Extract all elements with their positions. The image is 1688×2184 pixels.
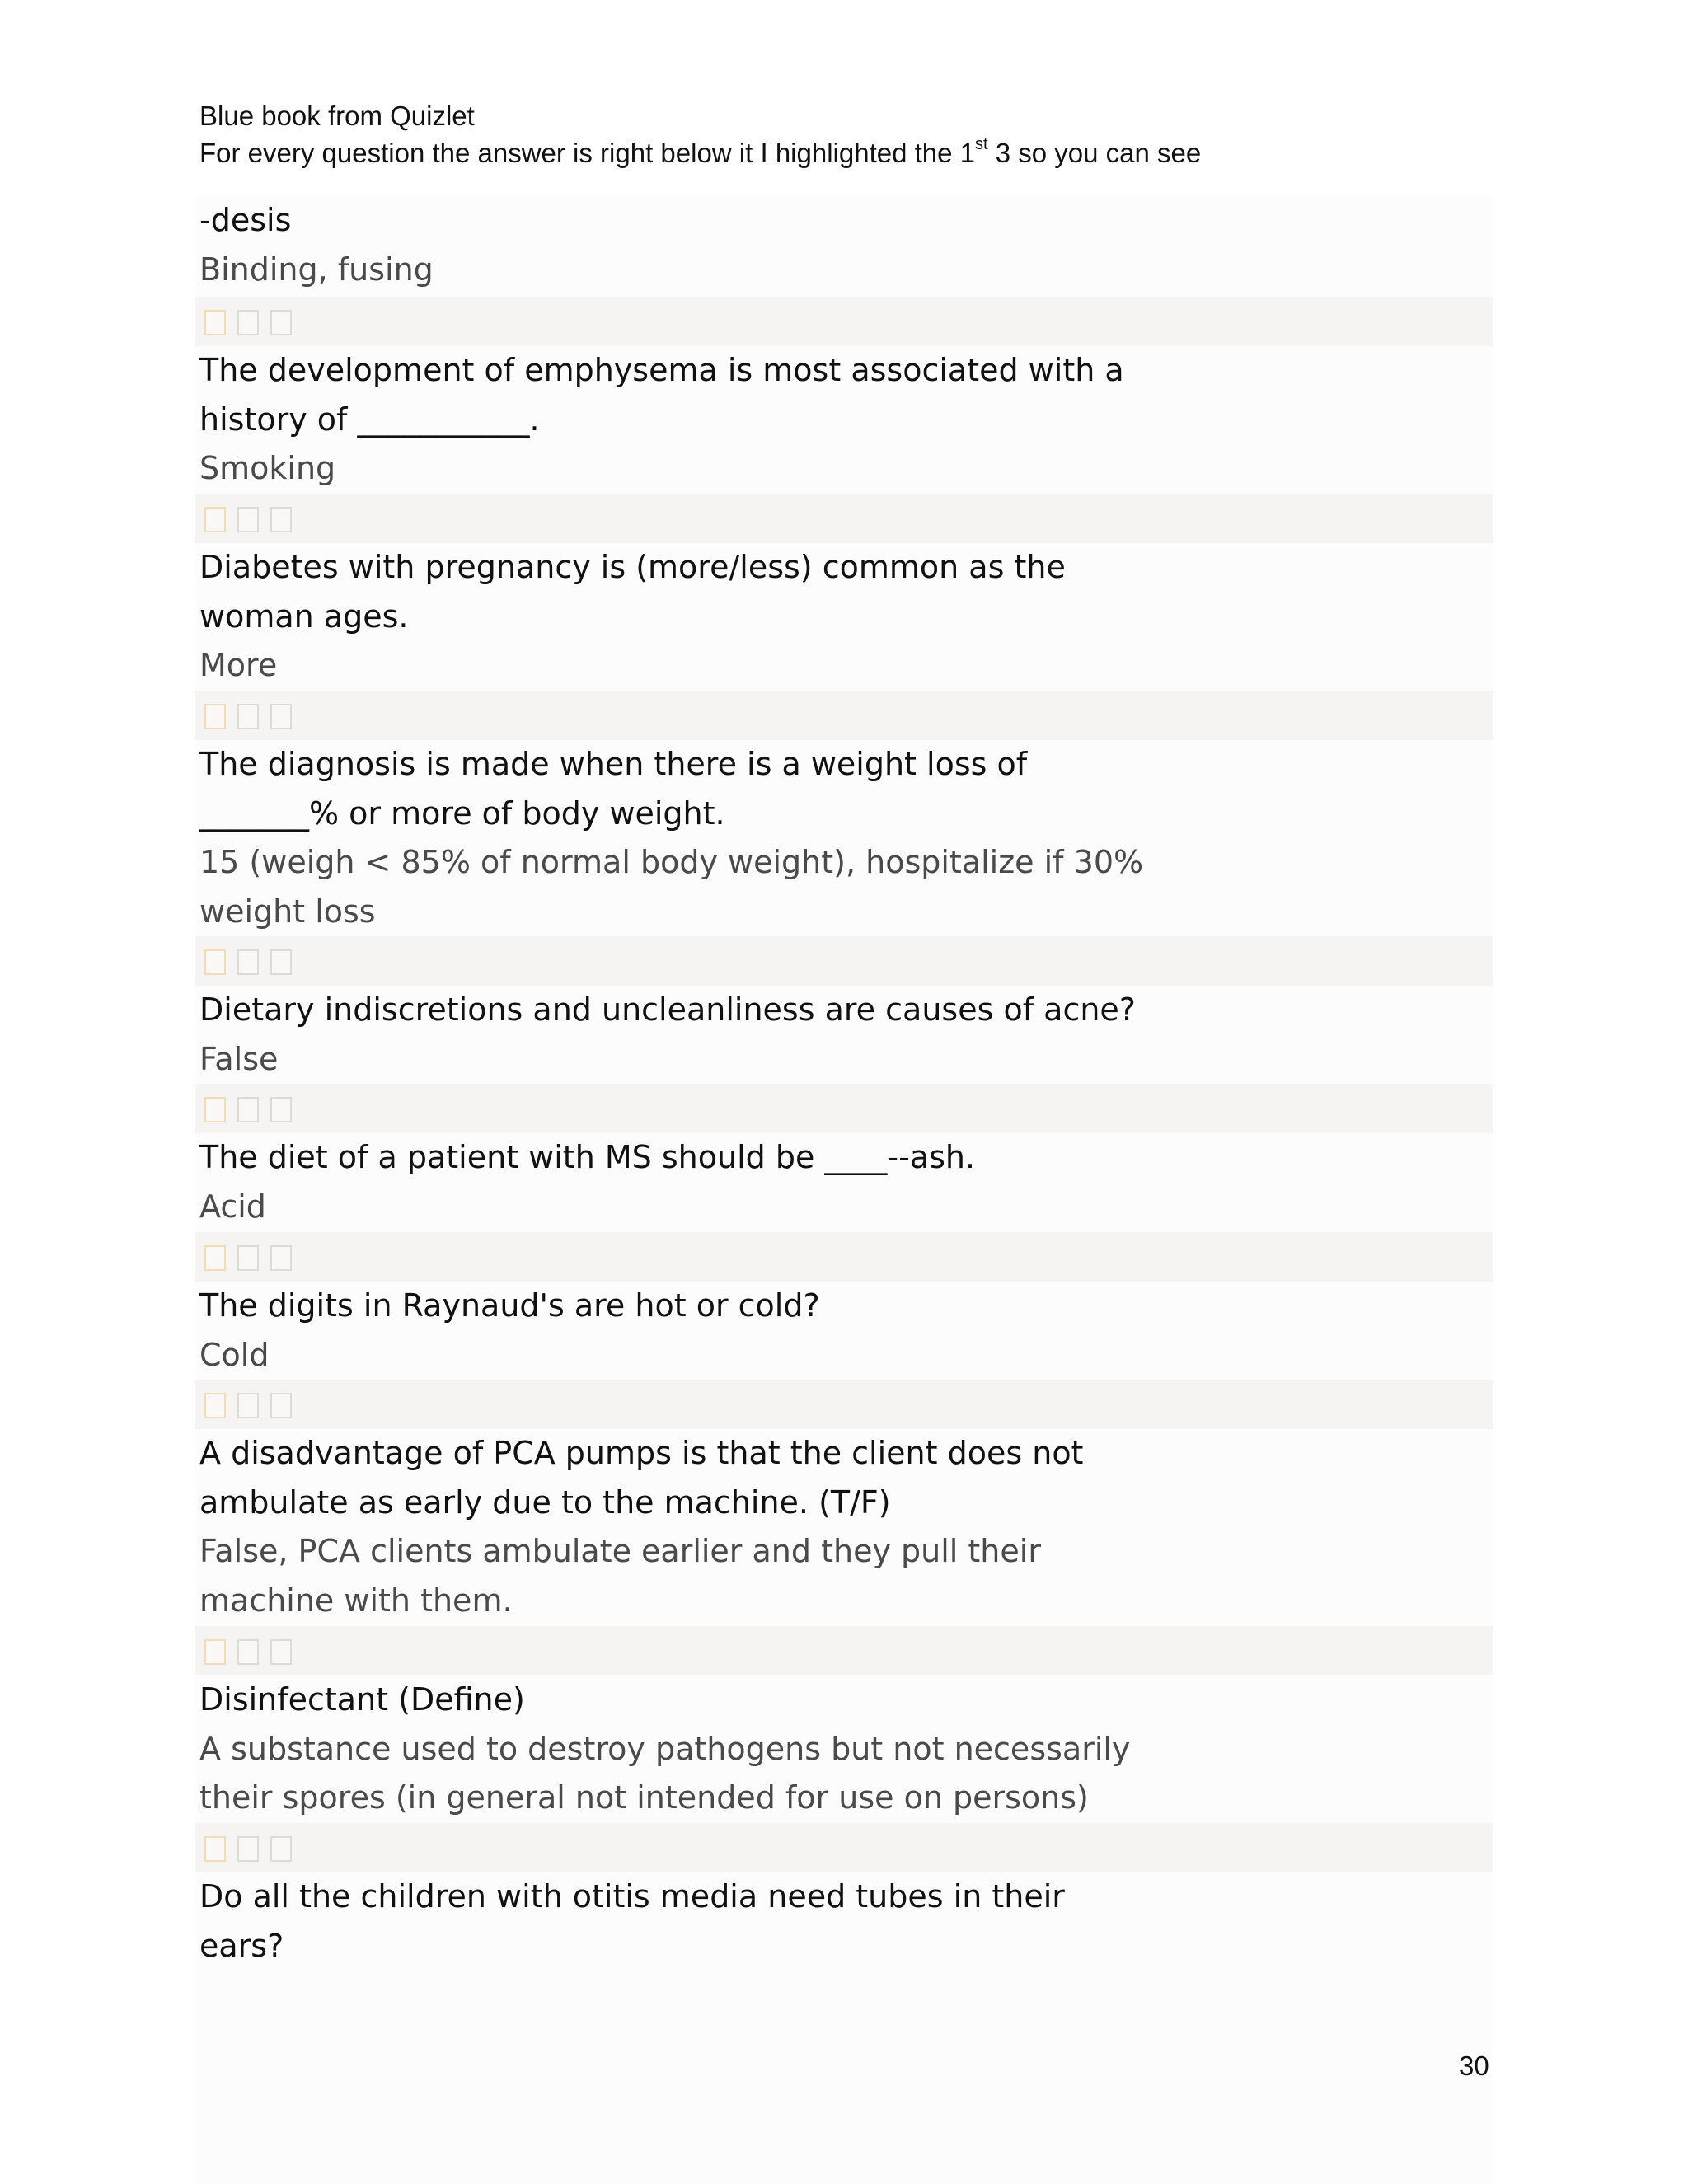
separator-bar xyxy=(195,1380,1493,1429)
rating-box-icon[interactable] xyxy=(270,1836,292,1862)
rating-box-icon[interactable] xyxy=(237,1836,259,1862)
rating-box-icon[interactable] xyxy=(237,704,259,729)
rating-box-icon[interactable] xyxy=(204,1245,226,1271)
flashcard-list xyxy=(195,196,1493,2184)
separator-bar xyxy=(195,1084,1493,1133)
rating-box-icon[interactable] xyxy=(270,1639,292,1665)
flashcard-answer: 15 (weigh < 85% of normal body weight), hospitalize if 30% weight loss xyxy=(199,844,1144,930)
rating-box-icon[interactable] xyxy=(270,1245,292,1271)
document-title: Blue book from Quizlet xyxy=(199,101,475,131)
rating-box-icon[interactable] xyxy=(237,1639,259,1665)
rating-box-icon[interactable] xyxy=(204,704,226,729)
flashcard xyxy=(195,740,1493,936)
separator-bar xyxy=(195,297,1493,346)
rating-box-icon[interactable] xyxy=(237,310,259,335)
flashcard-answer: Cold xyxy=(199,1336,270,1373)
flashcard-answer: Acid xyxy=(199,1188,266,1225)
rating-box-icon[interactable] xyxy=(204,1639,226,1665)
flashcard-question: The diet of a patient with MS should be ____--ash. xyxy=(199,1139,976,1175)
rating-box-icon[interactable] xyxy=(204,1097,226,1122)
flashcard xyxy=(195,1872,1493,1971)
separator-bar xyxy=(195,691,1493,740)
document-note xyxy=(199,135,1202,169)
rating-box-icon[interactable] xyxy=(204,949,226,975)
flashcard-answer: More xyxy=(199,647,278,683)
rating-box-icon[interactable] xyxy=(204,1836,226,1862)
rating-box-icon[interactable] xyxy=(270,507,292,532)
separator-bar xyxy=(195,936,1493,986)
rating-box-icon[interactable] xyxy=(237,1245,259,1271)
note-text: For every question the answer is right below it I highlighted the 1 xyxy=(199,138,976,168)
rating-box-icon[interactable] xyxy=(237,949,259,975)
flashcard xyxy=(195,196,1493,294)
flashcard-question: Disinfectant (Define) xyxy=(199,1681,525,1718)
flashcard-question: A disadvantage of PCA pumps is that the client does not ambulate as early due to the machine. (T/F) xyxy=(199,1435,1084,1521)
flashcard xyxy=(195,1133,1493,1231)
rating-box-icon[interactable] xyxy=(204,310,226,335)
flashcard xyxy=(195,543,1493,691)
flashcard-question: The digits in Raynaud's are hot or cold? xyxy=(199,1287,820,1324)
rating-box-icon[interactable] xyxy=(270,704,292,729)
flashcard xyxy=(195,346,1493,494)
rating-box-icon[interactable] xyxy=(204,1393,226,1418)
separator-bar xyxy=(195,494,1493,543)
flashcard-question: The development of emphysema is most associated with a history of ___________. xyxy=(199,352,1124,438)
note-superscript: st xyxy=(975,135,988,153)
flashcard xyxy=(195,1282,1493,1380)
flashcard-answer: A substance used to destroy pathogens but not necessarily their spores (in general not intended for use on persons) xyxy=(199,1730,1131,1816)
rating-box-icon[interactable] xyxy=(270,949,292,975)
separator-bar xyxy=(195,1823,1493,1872)
rating-box-icon[interactable] xyxy=(237,1393,259,1418)
flashcard-answer: False, PCA clients ambulate earlier and they pull their machine with them. xyxy=(199,1533,1041,1619)
flashcard-question: Dietary indiscretions and uncleanliness are causes of acne? xyxy=(199,991,1136,1028)
flashcard-question: The diagnosis is made when there is a weight loss of _______% or more of body weight. xyxy=(199,746,1028,832)
flashcard xyxy=(195,986,1493,1084)
rating-box-icon[interactable] xyxy=(270,1393,292,1418)
flashcard-answer: Smoking xyxy=(199,450,336,486)
rating-box-icon[interactable] xyxy=(237,1097,259,1122)
flashcard xyxy=(195,1675,1493,1823)
note-text-end: 3 so you can see xyxy=(987,138,1202,168)
flashcard-answer: False xyxy=(199,1040,279,1077)
flashcard-question: -desis xyxy=(199,202,292,238)
rating-box-icon[interactable] xyxy=(237,507,259,532)
flashcard-answer: Binding, fusing xyxy=(199,251,434,288)
flashcard xyxy=(195,1429,1493,1625)
rating-box-icon[interactable] xyxy=(270,310,292,335)
rating-box-icon[interactable] xyxy=(270,1097,292,1122)
flashcard-question: Do all the children with otitis media need tubes in their ears? xyxy=(199,1878,1065,1964)
separator-bar xyxy=(195,1626,1493,1675)
rating-box-icon[interactable] xyxy=(204,507,226,532)
page-number: 30 xyxy=(1459,2050,1489,2081)
separator-bar xyxy=(195,1232,1493,1282)
flashcard-question: Diabetes with pregnancy is (more/less) common as the woman ages. xyxy=(199,549,1066,635)
